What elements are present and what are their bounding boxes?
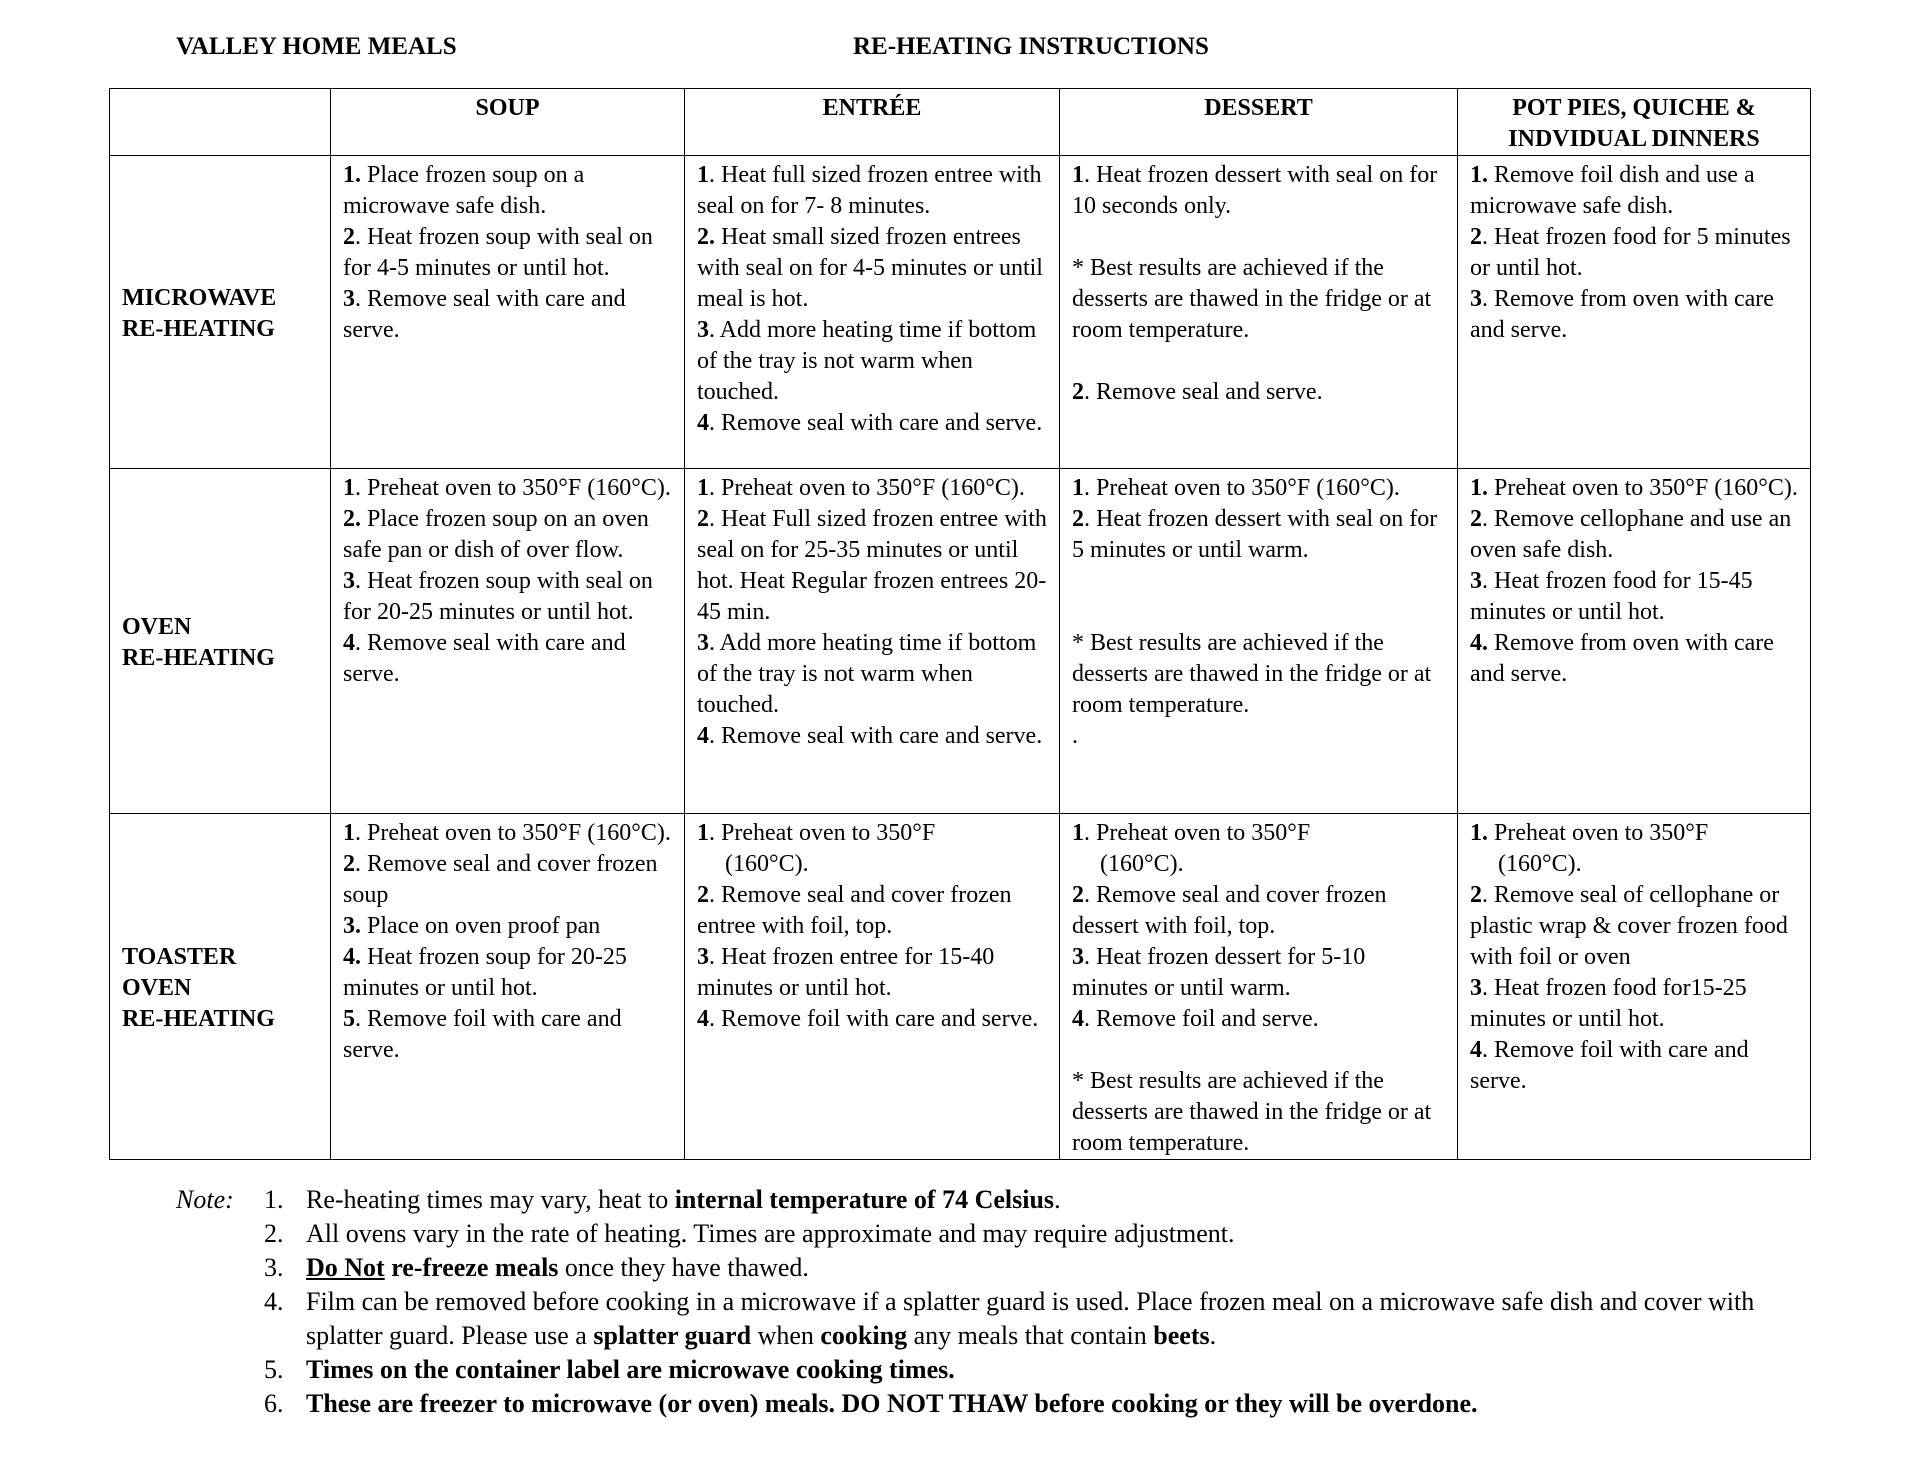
step-text-continued: (160°C). [1100, 851, 1184, 877]
step-number: 4. [1470, 630, 1488, 656]
instruction-step [697, 315, 1047, 408]
note-emphasis: These are freezer to microwave (or oven) meals. DO NOT THAW before cooking or they will be overdone. [306, 1389, 1478, 1418]
instruction-step [697, 1004, 1047, 1035]
step-number: 3. [343, 913, 361, 939]
step-number: 2 [1470, 882, 1482, 908]
row-label-line: OVEN [122, 975, 192, 1001]
note-text: Film can be removed before cooking in a microwave if a splatter guard is used. Place frozen meal on a microwave safe dish and cover with splatter guard. Please use a [306, 1287, 1755, 1350]
instruction-step [697, 222, 1047, 315]
step-text: Preheat oven to 350°F (160°C). [1488, 475, 1798, 501]
row-label-line: RE-HEATING [122, 316, 275, 342]
row-label-line: TOASTER [122, 944, 237, 970]
instruction-step [1470, 566, 1798, 628]
notes-list [264, 1183, 1824, 1421]
step-text: . Remove foil and serve. [1084, 1006, 1319, 1032]
step-text: . Remove cellophane and use an oven safe dish. [1470, 506, 1792, 563]
instruction-step [343, 1004, 672, 1066]
note-number: 1. [264, 1185, 284, 1214]
spacer [1072, 346, 1445, 377]
note-item [264, 1387, 1824, 1421]
instruction-step [1470, 628, 1798, 690]
step-number: 1 [1072, 162, 1084, 188]
step-text: . Remove foil with care and serve. [343, 1006, 622, 1063]
step-text: . Remove seal with care and serve. [709, 723, 1043, 749]
cell-toaster-oven-pot-pies [1458, 814, 1811, 1160]
step-text: Remove from oven with care and serve. [1470, 630, 1774, 687]
step-number: 3 [697, 630, 709, 656]
step-text: Preheat oven to 350°F [1488, 820, 1709, 846]
step-number: 4 [697, 410, 709, 436]
notes-label: Note: [176, 1185, 234, 1214]
step-number: 3 [343, 568, 355, 594]
step-number: 3 [697, 944, 709, 970]
instruction-step [1470, 473, 1798, 504]
step-text: . Add more heating time if bottom of the tray is not warm when touched. [697, 630, 1037, 718]
instruction-step [343, 473, 672, 504]
step-number: 2 [697, 882, 709, 908]
instruction-step [1470, 973, 1798, 1035]
column-header-dessert: DESSERT [1060, 89, 1458, 156]
step-number: 1 [697, 475, 709, 501]
instruction-step [697, 942, 1047, 1004]
step-text: . Preheat oven to 350°F [709, 820, 936, 846]
spacer [1072, 597, 1445, 628]
step-number: 1. [1470, 475, 1488, 501]
cell-microwave-dessert [1060, 156, 1458, 469]
instruction-step [1470, 504, 1798, 566]
step-number: 3 [1470, 568, 1482, 594]
step-number: 2 [1470, 506, 1482, 532]
note-text: Re-heating times may vary, heat to [306, 1185, 675, 1214]
step-number: 3 [1470, 975, 1482, 1001]
step-number: 4. [343, 944, 361, 970]
instruction-step [1072, 160, 1445, 222]
cell-oven-entree [685, 469, 1060, 814]
spacer [1072, 1035, 1445, 1066]
step-text: . Heat frozen soup with seal on for 20-25 minutes or until hot. [343, 568, 653, 625]
step-number: 2. [343, 506, 361, 532]
step-text-continued: (160°C). [1498, 851, 1582, 877]
note-emphasis: Do Not [306, 1253, 385, 1282]
step-text: . Remove from oven with care and serve. [1470, 286, 1774, 343]
step-text: . Heat Full sized frozen entree with seal on for 25-35 minutes or until hot. Heat Regular frozen entrees 20-45 min. [697, 506, 1047, 625]
step-number: 4 [1470, 1037, 1482, 1063]
instruction-step [697, 408, 1047, 439]
column-header-pot-pies: POT PIES, QUICHE & INDVIDUAL DINNERS [1458, 89, 1811, 156]
note-text: once they have thawed. [558, 1253, 809, 1282]
step-text: . Heat frozen food for15-25 minutes or until hot. [1470, 975, 1747, 1032]
step-number: 1 [343, 820, 355, 846]
instruction-step [697, 473, 1047, 504]
row-label-oven [110, 469, 331, 814]
brand-name: VALLEY HOME MEALS [176, 33, 457, 60]
step-number: 4 [697, 1006, 709, 1032]
step-number: 1 [1072, 475, 1084, 501]
step-number: 2 [697, 506, 709, 532]
step-text: . Remove seal with care and serve. [709, 410, 1043, 436]
row-label-line: RE-HEATING [122, 1006, 275, 1032]
instruction-step [1072, 818, 1445, 849]
step-number: 2 [1072, 379, 1084, 405]
step-number: 5 [343, 1006, 355, 1032]
row-oven [110, 469, 1811, 814]
step-text: Heat frozen soup for 20-25 minutes or until hot. [343, 944, 627, 1001]
note-emphasis: internal temperature of 74 Celsius [674, 1185, 1055, 1214]
step-text: . Preheat oven to 350°F (160°C). [709, 475, 1025, 501]
instruction-step [343, 911, 672, 942]
instruction-step [1470, 1035, 1798, 1097]
step-text: . Heat frozen food for 15-45 minutes or until hot. [1470, 568, 1753, 625]
step-text: Place frozen soup on an oven safe pan or dish of over flow. [343, 506, 649, 563]
step-number: 2 [343, 224, 355, 250]
step-text: Place on oven proof pan [361, 913, 601, 939]
instruction-step [343, 628, 672, 690]
step-text: * Best results are achieved if the desserts are thawed in the fridge or at room temperature. [1072, 630, 1432, 718]
note-emphasis: beets [1153, 1321, 1210, 1350]
cell-oven-dessert [1060, 469, 1458, 814]
note-item [264, 1285, 1824, 1353]
step-text: . Heat frozen dessert with seal on for 10 seconds only. [1072, 162, 1438, 219]
document-title: RE-HEATING INSTRUCTIONS [853, 33, 1209, 60]
cell-oven-soup [331, 469, 685, 814]
instruction-step [1470, 284, 1798, 346]
instruction-step [343, 849, 672, 911]
note-text: any meals that contain [907, 1321, 1154, 1350]
step-text: Heat small sized frozen entrees with seal on for 4-5 minutes or until meal is hot. [697, 224, 1043, 312]
note-item [264, 1251, 1824, 1285]
step-text: . Heat frozen soup with seal on for 4-5 minutes or until hot. [343, 224, 653, 281]
instruction-step [697, 504, 1047, 628]
note-number: 2. [264, 1219, 284, 1248]
step-text: . Heat frozen dessert with seal on for 5 minutes or until warm. [1072, 506, 1438, 563]
row-toaster-oven [110, 814, 1811, 1160]
step-number: 2 [1072, 882, 1084, 908]
column-header-soup: SOUP [331, 89, 685, 156]
step-text: . Preheat oven to 350°F (160°C). [355, 820, 671, 846]
note-number: 3. [264, 1253, 284, 1282]
step-text: . Preheat oven to 350°F (160°C). [1084, 475, 1400, 501]
instruction-step [1072, 880, 1445, 942]
note-item [264, 1217, 1824, 1251]
instruction-step [1072, 721, 1445, 752]
instruction-step [697, 818, 1047, 849]
step-text: . Remove seal with care and serve. [343, 286, 626, 343]
note-item [264, 1353, 1824, 1387]
step-number: 3 [1470, 286, 1482, 312]
row-label-toaster-oven [110, 814, 331, 1160]
note-item [264, 1183, 1824, 1217]
step-text: . [1072, 723, 1078, 749]
step-text: * Best results are achieved if the desserts are thawed in the fridge or at room temperature. [1072, 1068, 1432, 1156]
step-text: . Heat frozen dessert for 5-10 minutes or until warm. [1072, 944, 1366, 1001]
instruction-step [343, 942, 672, 1004]
step-number: 1 [343, 475, 355, 501]
column-header-entree: ENTRÉE [685, 89, 1060, 156]
step-text: . Remove seal and cover frozen dessert with foil, top. [1072, 882, 1387, 939]
step-text: . Remove seal with care and serve. [343, 630, 626, 687]
note-emphasis: re-freeze meals [384, 1253, 559, 1282]
instruction-step [1072, 628, 1445, 721]
instruction-step [343, 818, 672, 849]
step-number: 3 [1072, 944, 1084, 970]
step-number: 3 [697, 317, 709, 343]
step-text: . Remove foil with care and serve. [709, 1006, 1039, 1032]
step-number: 2 [1072, 506, 1084, 532]
cell-toaster-oven-dessert [1060, 814, 1458, 1160]
instruction-step [343, 160, 672, 222]
step-number: 1 [1072, 820, 1084, 846]
step-number: 4 [1072, 1006, 1084, 1032]
instruction-step [1072, 377, 1445, 408]
table-header-row [110, 89, 1811, 156]
step-number: 1 [697, 820, 709, 846]
instruction-step [343, 504, 672, 566]
step-text: . Remove seal and serve. [1084, 379, 1323, 405]
step-text: Remove foil dish and use a microwave safe dish. [1470, 162, 1755, 219]
row-label-line: OVEN [122, 614, 192, 640]
cell-oven-pot-pies [1458, 469, 1811, 814]
note-number: 4. [264, 1287, 284, 1316]
step-text: . Preheat oven to 350°F [1084, 820, 1311, 846]
note-number: 6. [264, 1389, 284, 1418]
instruction-step [343, 222, 672, 284]
step-text: . Remove foil with care and serve. [1470, 1037, 1749, 1094]
spacer [1072, 566, 1445, 597]
instruction-step [1470, 222, 1798, 284]
row-label-microwave [110, 156, 331, 469]
instruction-step [697, 721, 1047, 752]
note-emphasis: Times on the container label are microwave cooking times. [306, 1355, 955, 1384]
step-number: 2. [697, 224, 715, 250]
step-number: 2 [343, 851, 355, 877]
note-text: All ovens vary in the rate of heating. Times are approximate and may require adjustment. [306, 1219, 1235, 1248]
step-text: . Remove seal of cellophane or plastic wrap & cover frozen food with foil or oven [1470, 882, 1788, 970]
cell-microwave-pot-pies [1458, 156, 1811, 469]
step-number: 1. [1470, 820, 1488, 846]
note-text: when [751, 1321, 821, 1350]
step-text: . Heat frozen entree for 15-40 minutes or until hot. [697, 944, 995, 1001]
reheating-table [109, 88, 1811, 1160]
step-number: 3 [343, 286, 355, 312]
instruction-step [697, 628, 1047, 721]
note-emphasis: cooking [820, 1321, 908, 1350]
cell-toaster-oven-soup [331, 814, 685, 1160]
cell-toaster-oven-entree [685, 814, 1060, 1160]
instruction-step [343, 284, 672, 346]
step-text: . Remove seal and cover frozen soup [343, 851, 658, 908]
note-text: . [1209, 1321, 1217, 1350]
instruction-step [1470, 160, 1798, 222]
cell-microwave-soup [331, 156, 685, 469]
instruction-step [1072, 1004, 1445, 1035]
row-label-line: RE-HEATING [122, 645, 275, 671]
instruction-step [1072, 504, 1445, 566]
note-emphasis: splatter guard [593, 1321, 752, 1350]
spacer [1072, 222, 1445, 253]
step-number: 4 [697, 723, 709, 749]
corner-cell [110, 89, 331, 156]
step-number: 2 [1470, 224, 1482, 250]
step-text: . Remove seal and cover frozen entree with foil, top. [697, 882, 1012, 939]
step-text-continued: (160°C). [725, 851, 809, 877]
step-text: * Best results are achieved if the desserts are thawed in the fridge or at room temperature. [1072, 255, 1432, 343]
step-text: . Heat full sized frozen entree with seal on for 7- 8 minutes. [697, 162, 1042, 219]
instruction-step [1072, 253, 1445, 346]
step-text: . Preheat oven to 350°F (160°C). [355, 475, 671, 501]
note-number: 5. [264, 1355, 284, 1384]
instruction-step [1072, 1066, 1445, 1159]
step-number: 1. [343, 162, 361, 188]
instruction-step [1072, 942, 1445, 1004]
step-number: 4 [343, 630, 355, 656]
note-text: . [1054, 1185, 1061, 1214]
instruction-step [343, 566, 672, 628]
instruction-step [1072, 473, 1445, 504]
instruction-step [1470, 880, 1798, 973]
step-number: 1. [1470, 162, 1488, 188]
step-number: 1 [697, 162, 709, 188]
cell-microwave-entree [685, 156, 1060, 469]
instruction-step [697, 160, 1047, 222]
row-label-line: MICROWAVE [122, 285, 277, 311]
instruction-step [697, 880, 1047, 942]
instruction-step [1470, 818, 1798, 849]
step-text: . Heat frozen food for 5 minutes or until hot. [1470, 224, 1791, 281]
row-microwave [110, 156, 1811, 469]
step-text: . Add more heating time if bottom of the tray is not warm when touched. [697, 317, 1037, 405]
step-text: Place frozen soup on a microwave safe dish. [343, 162, 585, 219]
